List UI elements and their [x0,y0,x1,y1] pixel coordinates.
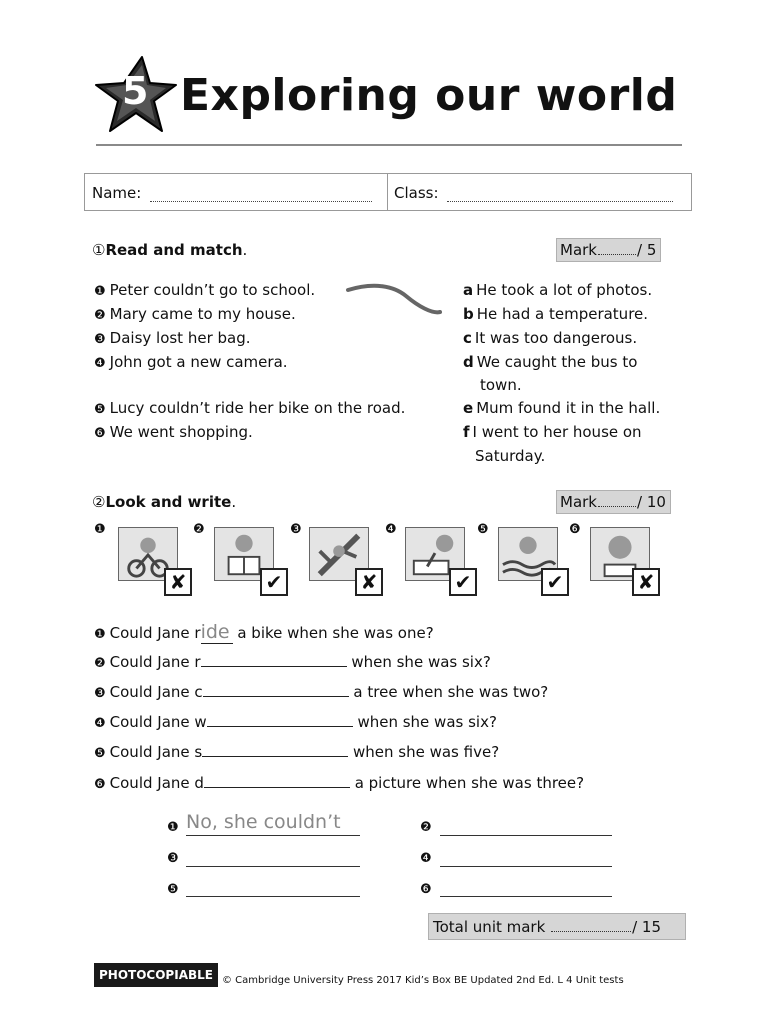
check-mark: ✔ [541,568,569,596]
match-left-item [94,353,288,371]
question-prefix: Could Jane d [109,774,204,792]
item-number: ❶ [94,284,106,299]
match-right-item-continued: town. [480,376,522,394]
picture-number: ❻ [569,522,581,537]
match-left-item [94,281,315,299]
short-answer-field[interactable] [440,875,612,895]
section1-heading [92,241,247,259]
short-answer-number: ❷ [420,820,432,835]
section1-mark-label: Mark [560,241,597,259]
question-suffix: when she was five? [353,743,500,761]
short-answer-line [186,896,360,897]
item-number: ❸ [94,332,106,347]
section1-title-end: . [242,241,248,259]
item-text: Lucy couldn’t ride her bike on the road. [109,399,406,417]
item-text: We went shopping. [109,423,253,441]
answer-field[interactable] [203,681,349,697]
check-mark: ✔ [449,568,477,596]
short-answer-number: ❻ [420,882,432,897]
item-text: He had a temperature. [476,305,649,323]
match-left-item [94,329,251,347]
short-answer-line [440,896,612,897]
question-prefix: Could Jane w [109,713,207,731]
item-letter: b [463,305,474,323]
short-answer-field[interactable] [440,844,612,864]
item-text: John got a new camera. [109,353,288,371]
question-suffix: a bike when she was one? [237,624,434,642]
match-right-item [463,329,637,347]
item-letter: a [463,281,474,299]
total-label: Total unit mark [433,918,546,936]
item-letter: c [463,329,472,347]
total-mark-box [428,913,686,940]
photocopiable-badge: PHOTOCOPIABLE [94,963,218,987]
item-letter: f [463,423,470,441]
short-answer-line [186,866,360,867]
section2-number: ② [92,493,106,511]
short-answer-line [186,835,360,836]
short-answer-number: ❹ [420,851,432,866]
item-letter: d [463,353,474,371]
question-number: ❺ [94,746,106,761]
item-number: ❺ [94,402,106,417]
class-field[interactable] [447,200,673,202]
item-number: ❷ [94,308,106,323]
question-number: ❹ [94,716,106,731]
item-text: Peter couldn’t go to school. [109,281,316,299]
question-suffix: a tree when she was two? [353,683,549,701]
section1-title: Read and match [105,241,243,259]
question-line [94,651,491,671]
class-label: Class: [394,184,439,202]
match-right-item [463,281,652,299]
cross-mark: ✘ [632,568,660,596]
section1-mark-field[interactable] [598,254,636,255]
question-line [94,621,434,644]
section1-mark-total: / 5 [637,241,657,259]
item-text: It was too dangerous. [474,329,638,347]
cross-mark: ✘ [355,568,383,596]
section2-title-end: . [231,493,237,511]
question-suffix: when she was six? [351,653,491,671]
section2-heading [92,493,236,511]
picture-number: ❶ [94,522,106,537]
match-right-item [463,399,660,417]
question-suffix: when she was six? [357,713,497,731]
item-text: I went to her house on [472,423,642,441]
item-text: He took a lot of photos. [476,281,653,299]
copyright-text: © Cambridge University Press 2017 Kid’s Box BE Updated 2nd Ed. L 4 Unit tests [222,975,624,986]
item-text: Mum found it in the hall. [476,399,661,417]
question-suffix: a picture when she was three? [354,774,585,792]
match-left-item [94,399,405,417]
check-mark: ✔ [260,568,288,596]
total-value: / 15 [632,918,661,936]
item-text: Daisy lost her bag. [109,329,251,347]
name-field[interactable] [150,200,372,202]
answer-field[interactable] [207,711,353,727]
answer-field-example: ide [201,621,233,644]
short-answer-line [440,835,612,836]
unit-number: 5 [122,69,149,113]
answer-field[interactable] [204,772,350,788]
page-title: Exploring our world [180,70,678,121]
question-prefix: Could Jane c [109,683,203,701]
picture-number: ❸ [290,522,302,537]
short-answer-number: ❶ [167,820,179,835]
unit-number-star [92,55,178,135]
info-divider [387,173,388,211]
item-number: ❻ [94,426,106,441]
match-right-item [463,305,648,323]
question-number: ❸ [94,686,106,701]
match-left-item [94,423,253,441]
question-line [94,711,497,731]
section2-mark-label: Mark [560,493,597,511]
picture-number: ❺ [477,522,489,537]
section1-mark-box [556,238,661,262]
answer-field[interactable] [201,651,347,667]
picture-number: ❹ [385,522,397,537]
section2-mark-field[interactable] [598,506,636,507]
total-mark-field[interactable] [551,931,631,932]
section2-mark-box [556,490,671,514]
answer-field[interactable] [202,741,348,757]
match-right-item [463,423,642,441]
question-line [94,772,584,792]
section2-title: Look and write [105,493,232,511]
question-prefix: Could Jane r [109,624,201,642]
short-answer-number: ❸ [167,851,179,866]
question-number: ❻ [94,777,106,792]
short-answer-line [440,866,612,867]
item-number: ❹ [94,356,106,371]
section2-mark-total: / 10 [637,493,666,511]
question-prefix: Could Jane s [109,743,203,761]
short-answer-field[interactable] [440,813,612,833]
title-rule [96,144,682,146]
item-text: We caught the bus to [476,353,638,371]
short-answer-number: ❺ [167,882,179,897]
match-right-item-continued: Saturday. [475,447,546,465]
item-text: Mary came to my house. [109,305,296,323]
question-line [94,741,499,761]
section1-number: ① [92,241,106,259]
name-label: Name: [92,184,142,202]
example-match-line [344,282,444,322]
short-answer-field[interactable] [186,844,360,864]
short-answer-example: No, she couldn’t [186,811,341,833]
question-number: ❷ [94,656,106,671]
item-letter: e [463,399,474,417]
short-answer-field[interactable] [186,875,360,895]
question-prefix: Could Jane r [109,653,201,671]
question-line [94,681,548,701]
match-left-item [94,305,296,323]
cross-mark: ✘ [164,568,192,596]
picture-number: ❷ [193,522,205,537]
name-class-box [84,173,692,211]
match-right-item [463,353,637,371]
question-number: ❶ [94,627,106,642]
